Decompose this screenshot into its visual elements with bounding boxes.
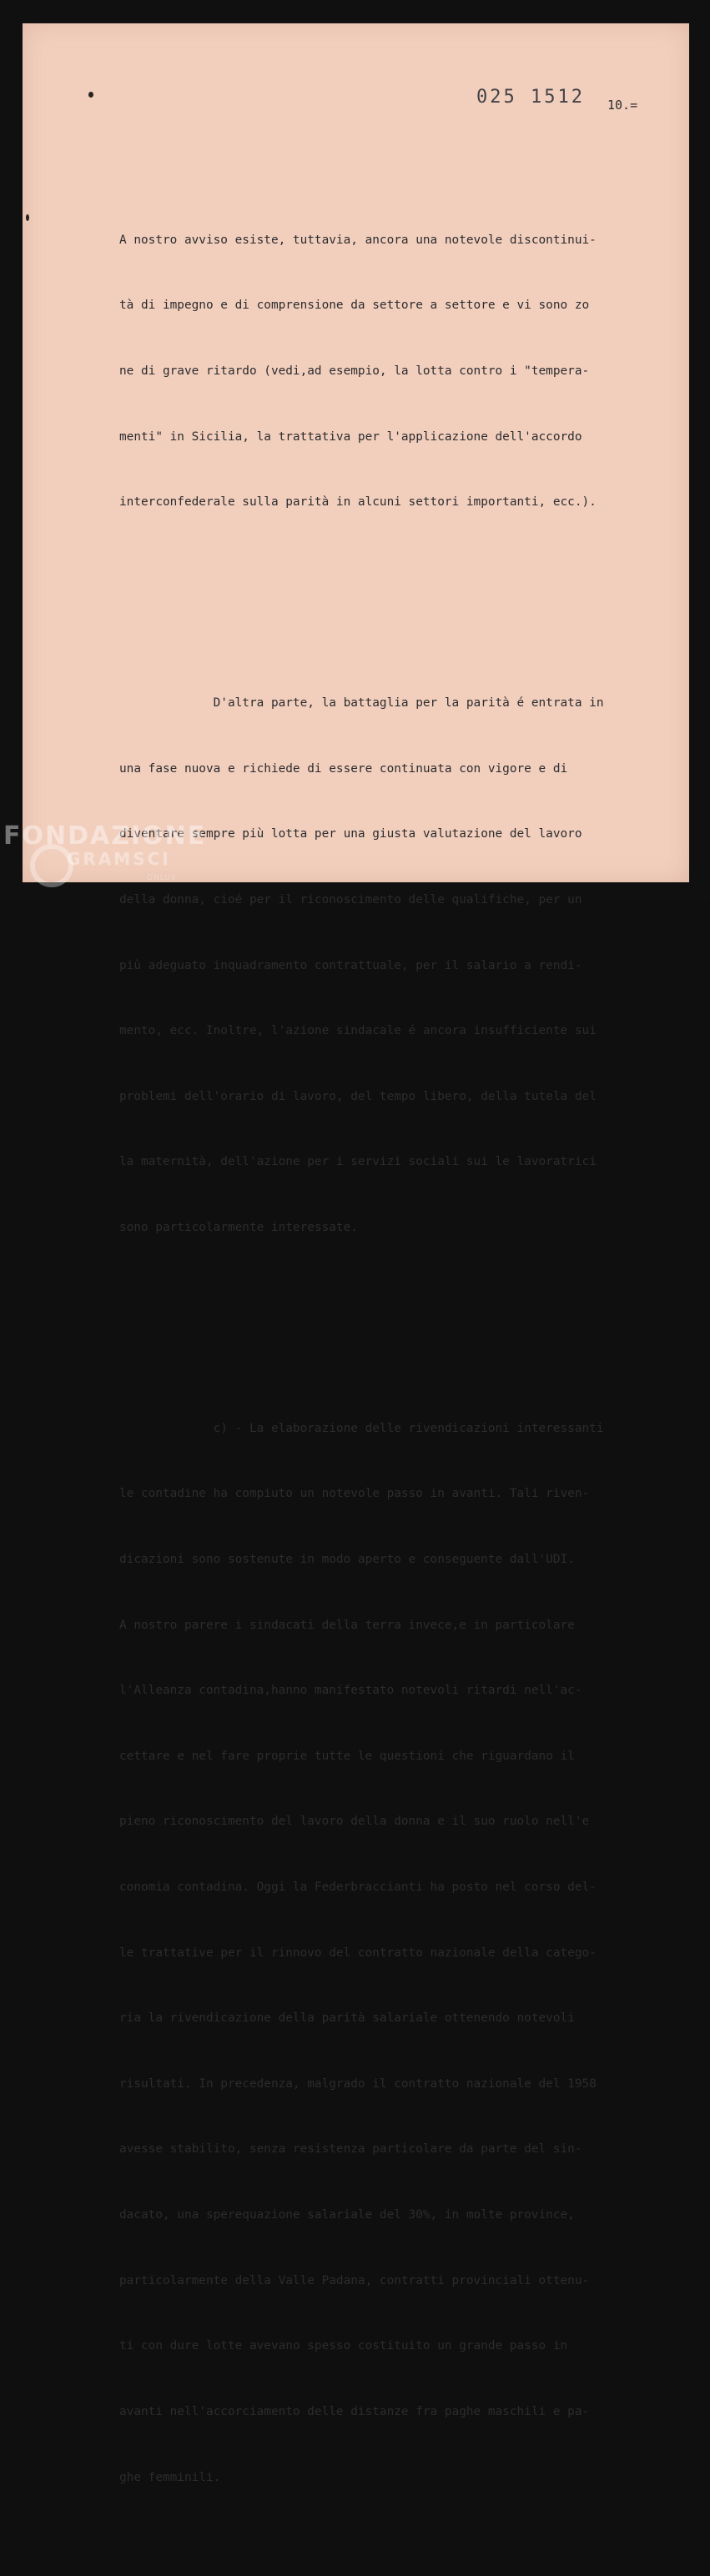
punch-hole-top [88,92,93,98]
text-line: una fase nuova e richiede di essere continuata con vigore e di [119,761,568,776]
text-line: la maternità, dell'azione per i servizi sociali sui le lavoratrici [119,1155,597,1169]
text-line: ti con dure lotte avevano spesso costituito un grande passo in [119,2339,568,2353]
text-line: più adeguato inquadramento contrattuale, per il salario a rendi- [119,958,582,972]
text-line: l'Alleanza contadina,hanno manifestato notevoli ritardi nell'ac- [119,1684,582,1698]
text-line: avesse stabilito, senza resistenza particolare da parte del sin- [119,2142,582,2157]
watermark-line3: ONLUS [147,874,177,882]
text-line: pieno riconoscimento del lavoro della donna e il suo ruolo nell'e [119,1815,590,1829]
paragraph-3 [119,1373,603,2532]
text-line: A nostro avviso esiste, tuttavia, ancora una notevole discontinui- [119,233,597,247]
archive-number: 025 1512 [476,87,585,108]
text-line: D'altra parte, la battaglia per la parità é entrata in [119,696,604,711]
watermark-line2: GRAMSCI [67,849,171,869]
text-line: problemi dell'orario di lavoro, del tempo libero, della tutela del [119,1089,597,1103]
typed-text [119,142,603,2576]
text-line: della donna, cioé per il riconoscimento delle qualifiche, per un [119,892,582,906]
punch-hole-mid [26,214,29,221]
text-line: interconfederale sulla parità in alcuni settori importanti, ecc.). [119,495,597,510]
text-line: avanti nell'accorciamento delle distanze fra paghe maschili e pa- [119,2404,590,2418]
page-number: 10.= [607,98,638,113]
text-line: menti" in Sicilia, la trattativa per l'applicazione dell'accordo [119,429,582,444]
watermark-line1: FONDAZIONE [3,821,207,851]
text-line: conomia contadina. Oggi la Federbraccianti ha posto nel corso del- [119,1881,597,1895]
text-line: le trattative per il rinnovo del contratto nazionale della catego- [119,1946,597,1960]
text-line: cettare e nel fare proprie tutte le questioni che riguardano il [119,1749,575,1763]
text-line: tà di impegno e di comprensione da settore a settore e vi sono zo [119,299,590,313]
text-line: dicazioni sono sostenute in modo aperto e conseguente dall'UDI. [119,1553,575,1566]
paragraph-2 [119,649,603,1283]
paragraph-1 [119,185,603,556]
text-line: ne di grave ritardo (vedi,ad esempio, la lotta contro i "tempera- [119,364,590,379]
text-line: ghe femminili. [119,2470,221,2484]
text-line: risultati. In precedenza, malgrado il contratto nazionale del 1958 [119,2076,597,2091]
text-line: A nostro parere i sindacati della terra invece,e in particolare [119,1618,575,1632]
text-line: diventare sempre più lotta per una giusta valutazione del lavoro [119,827,582,841]
text-line: particolarmente della Valle Padana, contratti provinciali ottenu- [119,2273,590,2287]
text-line: mento, ecc. Inoltre, l'azione sindacale é ancora insufficiente sui [119,1024,597,1038]
text-line: sono particolarmente interessate. [119,1220,358,1234]
text-line: c) - La elaborazione delle rivendicazioni interessanti [119,1421,604,1435]
text-line: dacato, una sperequazione salariale del 30%, in molte province, [119,2208,575,2222]
text-line: ria la rivendicazione della parità salariale ottenendo notevoli [119,2011,575,2026]
text-line: le contadine ha compiuto un notevole passo in avanti. Tali riven- [119,1487,590,1501]
